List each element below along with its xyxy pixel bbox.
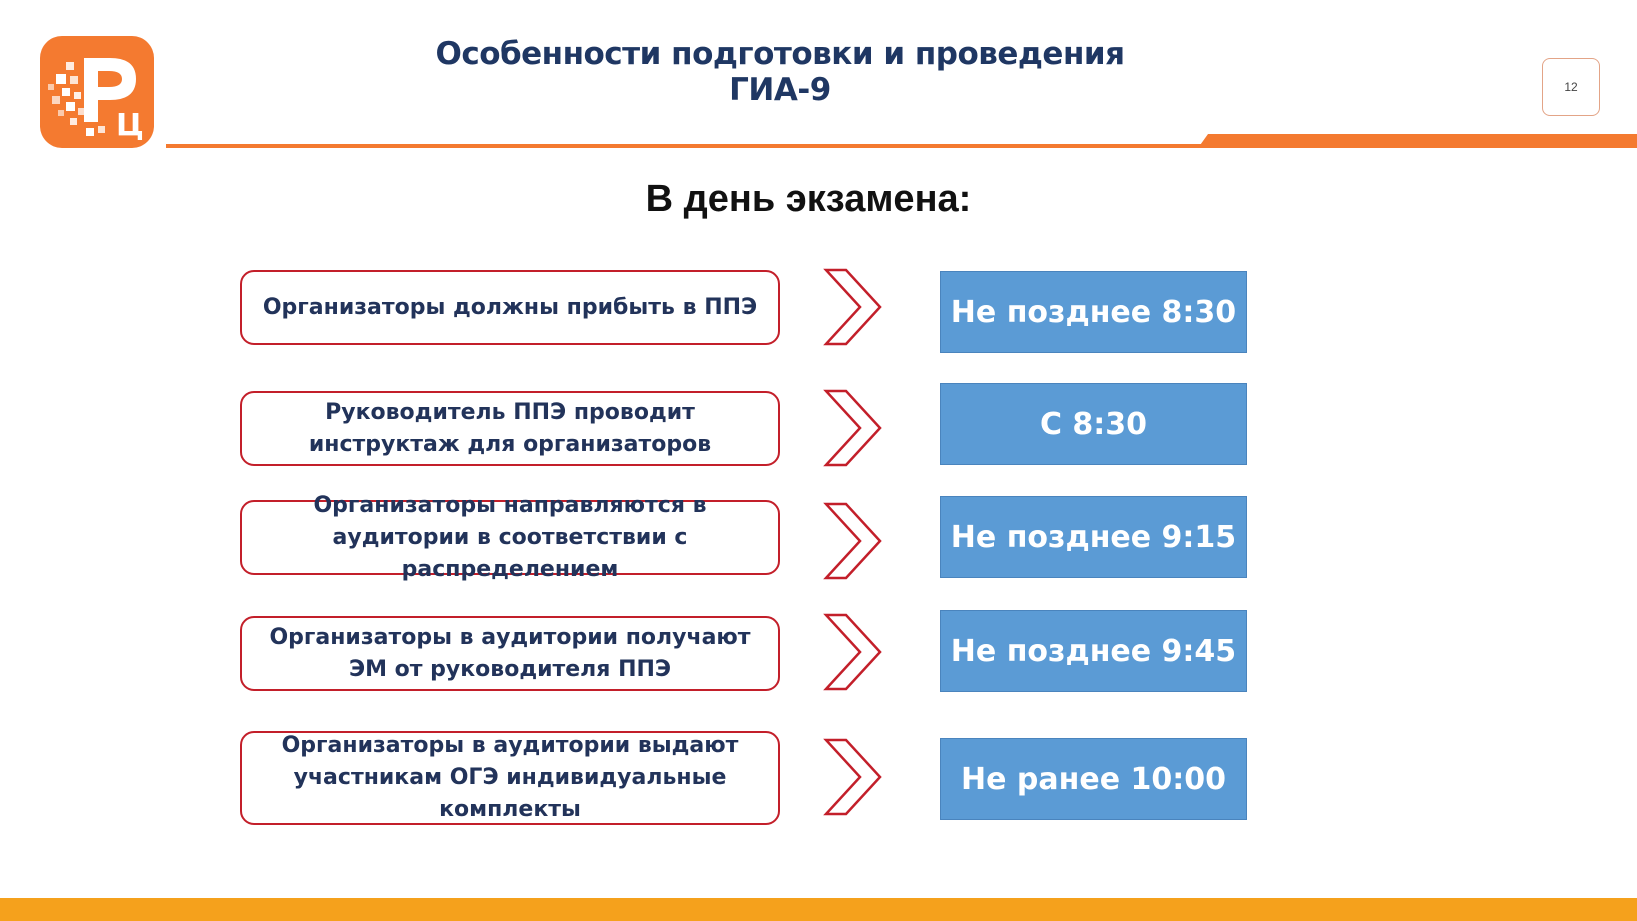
step-text: Организаторы направляются в аудитории в соответствии с распределением bbox=[313, 492, 707, 582]
step-item bbox=[240, 731, 780, 825]
time-badge bbox=[940, 610, 1247, 692]
time-badge bbox=[940, 383, 1247, 465]
chevron-right-icon bbox=[822, 389, 882, 467]
time-text: С 8:30 bbox=[1039, 406, 1148, 442]
time-badge bbox=[940, 738, 1247, 820]
step-text: Организаторы в аудитории выдают участникам ОГЭ индивидуальные комплекты bbox=[281, 733, 739, 822]
time-text: Не позднее 9:15 bbox=[950, 519, 1237, 555]
time-badge bbox=[940, 496, 1247, 578]
time-text: Не ранее 10:00 bbox=[961, 761, 1226, 797]
step-text: Организаторы в аудитории получают ЭМ от руководителя ППЭ bbox=[269, 624, 751, 682]
header-divider bbox=[0, 126, 1637, 152]
time-text: Не позднее 8:30 bbox=[950, 294, 1237, 330]
page-title: Особенности подготовки и проведения ГИА-9 bbox=[435, 36, 1125, 108]
step-item bbox=[240, 270, 780, 345]
time-badge bbox=[940, 271, 1247, 353]
logo-letters: Ц bbox=[116, 108, 144, 143]
step-item bbox=[240, 391, 780, 466]
chevron-right-icon bbox=[822, 738, 882, 816]
time-text: Не позднее 9:45 bbox=[950, 633, 1237, 669]
chevron-right-icon bbox=[822, 613, 882, 691]
section-title: В день экзамена: bbox=[645, 178, 972, 220]
step-item bbox=[240, 616, 780, 691]
step-item bbox=[240, 492, 780, 582]
footer-bar bbox=[0, 898, 1637, 921]
step-text: Организаторы должны прибыть в ППЭ bbox=[262, 294, 758, 320]
step-text: Руководитель ППЭ проводит инструктаж для организаторов bbox=[308, 399, 712, 457]
chevron-right-icon bbox=[822, 268, 882, 346]
chevron-right-icon bbox=[822, 502, 882, 580]
page-number: 12 bbox=[1542, 58, 1600, 116]
